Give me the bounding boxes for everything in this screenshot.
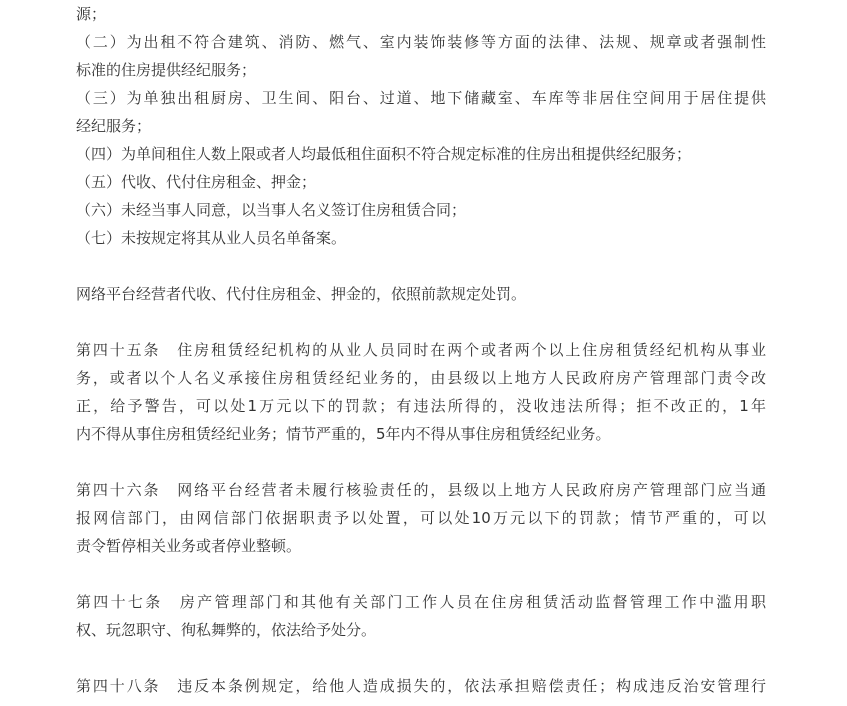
text-line: 正，给予警告，可以处1万元以下的罚款；有违法所得的，没收违法所得；拒不改正的，1年 bbox=[76, 397, 766, 415]
paragraph-gap bbox=[76, 448, 766, 476]
list-item-2-line-1: （二）为出租不符合建筑、消防、燃气、室内装饰装修等方面的法律、法规、规章或者强制性 bbox=[76, 33, 766, 51]
paragraph-gap bbox=[76, 252, 766, 280]
text-line: 权、玩忽职守、徇私舞弊的，依法给予处分。 bbox=[76, 621, 377, 639]
list-item-3-line-1: （三）为单独出租厨房、卫生间、阳台、过道、地下储藏室、车库等非居住空间用于居住提供 bbox=[76, 89, 766, 107]
text-line: 第四十五条 住房租赁经纪机构的从业人员同时在两个或者两个以上住房租赁经纪机构从事业 bbox=[76, 341, 766, 359]
text-line: 源； bbox=[76, 5, 107, 23]
list-item-7: （七）未按规定将其从业人员名单备案。 bbox=[76, 229, 347, 247]
list-item-4: （四）为单间租住人数上限或者人均最低租住面积不符合规定标准的住房出租提供经纪服务； bbox=[76, 145, 692, 163]
list-item-3-line-2: 经纪服务； bbox=[76, 117, 152, 135]
text-line: 报网信部门，由网信部门依据职责予以处置，可以处10万元以下的罚款；情节严重的，可以 bbox=[76, 509, 766, 527]
paragraph-platform-operator bbox=[76, 280, 766, 308]
text-line: 内不得从事住房租赁经纪业务；情节严重的，5年内不得从事住房租赁经纪业务。 bbox=[76, 425, 611, 443]
text-line: 第四十七条 房产管理部门和其他有关部门工作人员在住房租赁活动监督管理工作中滥用职 bbox=[76, 593, 766, 611]
list-item-5: （五）代收、代付住房租金、押金； bbox=[76, 173, 317, 191]
document-body bbox=[76, 0, 766, 700]
text-line: 务，或者以个人名义承接住房租赁经纪业务的，由县级以上地方人民政府房产管理部门责令改 bbox=[76, 369, 766, 387]
list-item-2-line-2: 标准的住房提供经纪服务； bbox=[76, 61, 257, 79]
text-line: 责令暂停相关业务或者停业整顿。 bbox=[76, 537, 302, 555]
article-48 bbox=[76, 672, 766, 700]
article-46 bbox=[76, 476, 766, 560]
text-line: 第四十六条 网络平台经营者未履行核验责任的，县级以上地方人民政府房产管理部门应当通 bbox=[76, 481, 766, 499]
paragraph-gap bbox=[76, 560, 766, 588]
list-item-6: （六）未经当事人同意，以当事人名义签订住房租赁合同； bbox=[76, 201, 467, 219]
text-line: 第四十八条 违反本条例规定，给他人造成损失的，依法承担赔偿责任；构成违反治安管理行 bbox=[76, 677, 766, 695]
text-line: 网络平台经营者代收、代付住房租金、押金的，依照前款规定处罚。 bbox=[76, 285, 527, 303]
list-continuation-block bbox=[76, 0, 766, 252]
paragraph-gap bbox=[76, 308, 766, 336]
article-45 bbox=[76, 336, 766, 448]
paragraph-gap bbox=[76, 644, 766, 672]
article-47 bbox=[76, 588, 766, 644]
